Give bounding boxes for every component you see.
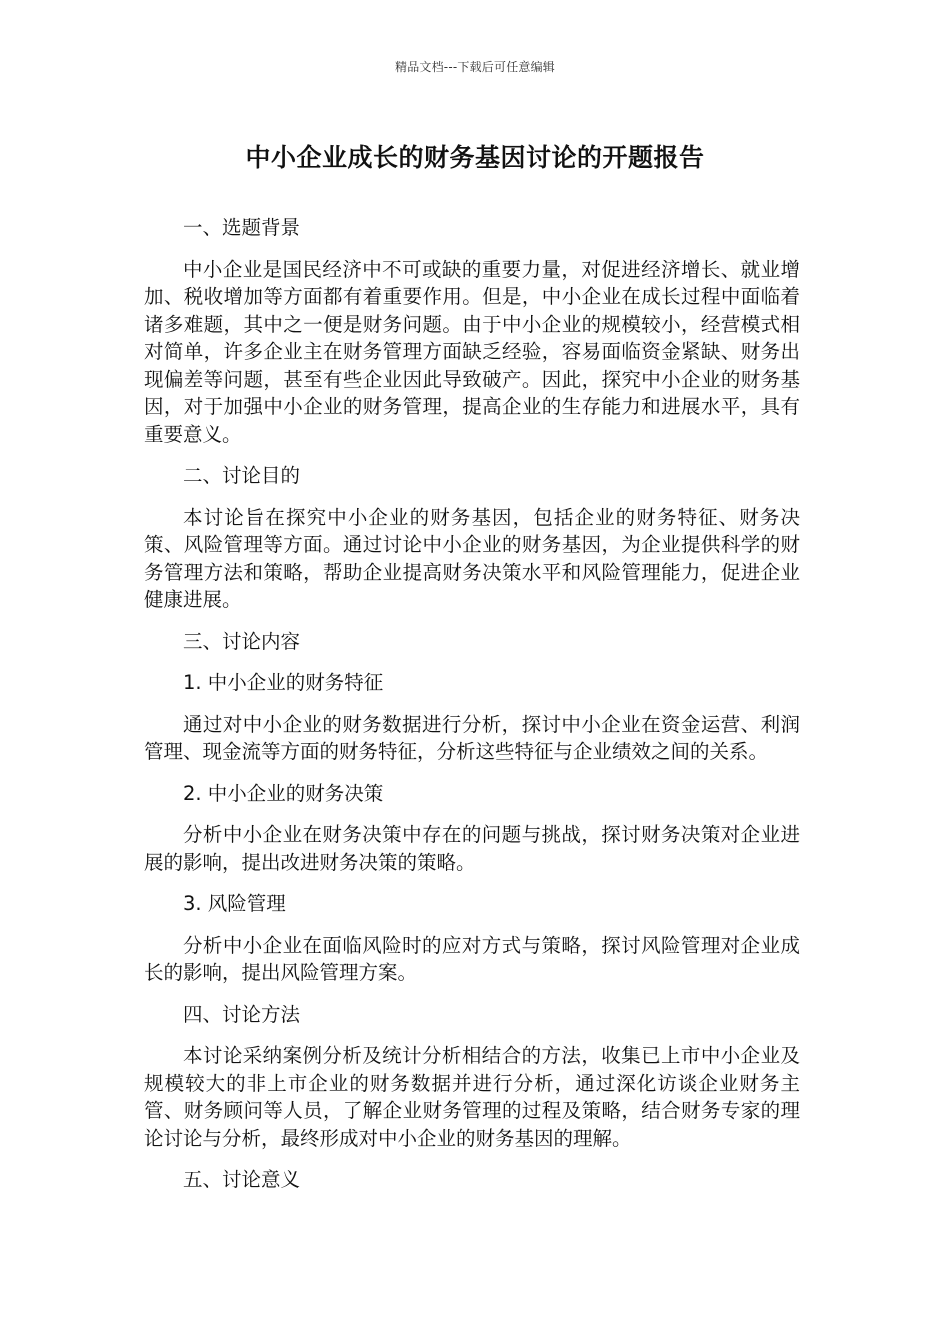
paragraph-methods: 本讨论采纳案例分析及统计分析相结合的方法，收集已上市中小企业及规模较大的非上市企业的财务数据并进行分析，通过深化访谈企业财务主管、财务顾问等人员，了解企业财务管理的过程及策略，结合财务专家的理论讨论与分析，最终形成对中小企业的财务基因的理解。: [144, 1044, 800, 1150]
document-title: 中小企业成长的财务基因讨论的开题报告: [245, 143, 705, 172]
section-heading-background: 一、选题背景: [183, 216, 301, 239]
section-heading-content: 三、讨论内容: [183, 629, 301, 653]
section-heading-significance: 五、讨论意义: [183, 1168, 301, 1191]
subheading-financial-decisions: 2. 中小企业的财务决策: [183, 781, 384, 805]
paragraph-financial-characteristics: 通过对中小企业的财务数据进行分析，探讨中小企业在资金运营、利润管理、现金流等方面的财务特征，分析这些特征与企业绩效之间的关系。: [144, 712, 800, 763]
document-body: [144, 214, 800, 1208]
paragraph-financial-decisions: 分析中小企业在财务决策中存在的问题与挑战，探讨财务决策对企业进展的影响，提出改进财务决策的策略。: [144, 823, 800, 874]
paragraph-risk-management: 分析中小企业在面临风险时的应对方式与策略，探讨风险管理对企业成长的影响，提出风险管理方案。: [144, 933, 800, 984]
paragraph-purpose: 本讨论旨在探究中小企业的财务基因，包括企业的财务特征、财务决策、风险管理等方面。通过讨论中小企业的财务基因，为企业提供科学的财务管理方法和策略，帮助企业提高财务决策水平和风险管理能力，促进企业健康进展。: [144, 505, 800, 611]
header-note: 精品文档---下载后可任意编辑: [395, 60, 555, 74]
paragraph-background: 中小企业是国民经济中不可或缺的重要力量，对促进经济增长、就业增加、税收增加等方面都有着重要作用。但是，中小企业在成长过程中面临着诸多难题，其中之一便是财务问题。由于中小企业的规模较小，经营模式相对简单，许多企业主在财务管理方面缺乏经验，容易面临资金紧缺、财务出现偏差等问题，甚至有些企业因此导致破产。因此，探究中小企业的财务基因，对于加强中小企业的财务管理，提高企业的生存能力和进展水平，具有重要意义。: [144, 257, 800, 446]
section-heading-purpose: 二、讨论目的: [183, 464, 301, 487]
subheading-financial-characteristics: 1. 中小企业的财务特征: [183, 671, 384, 694]
subheading-risk-management: 3. 风险管理: [183, 892, 286, 915]
section-heading-methods: 四、讨论方法: [183, 1002, 301, 1026]
